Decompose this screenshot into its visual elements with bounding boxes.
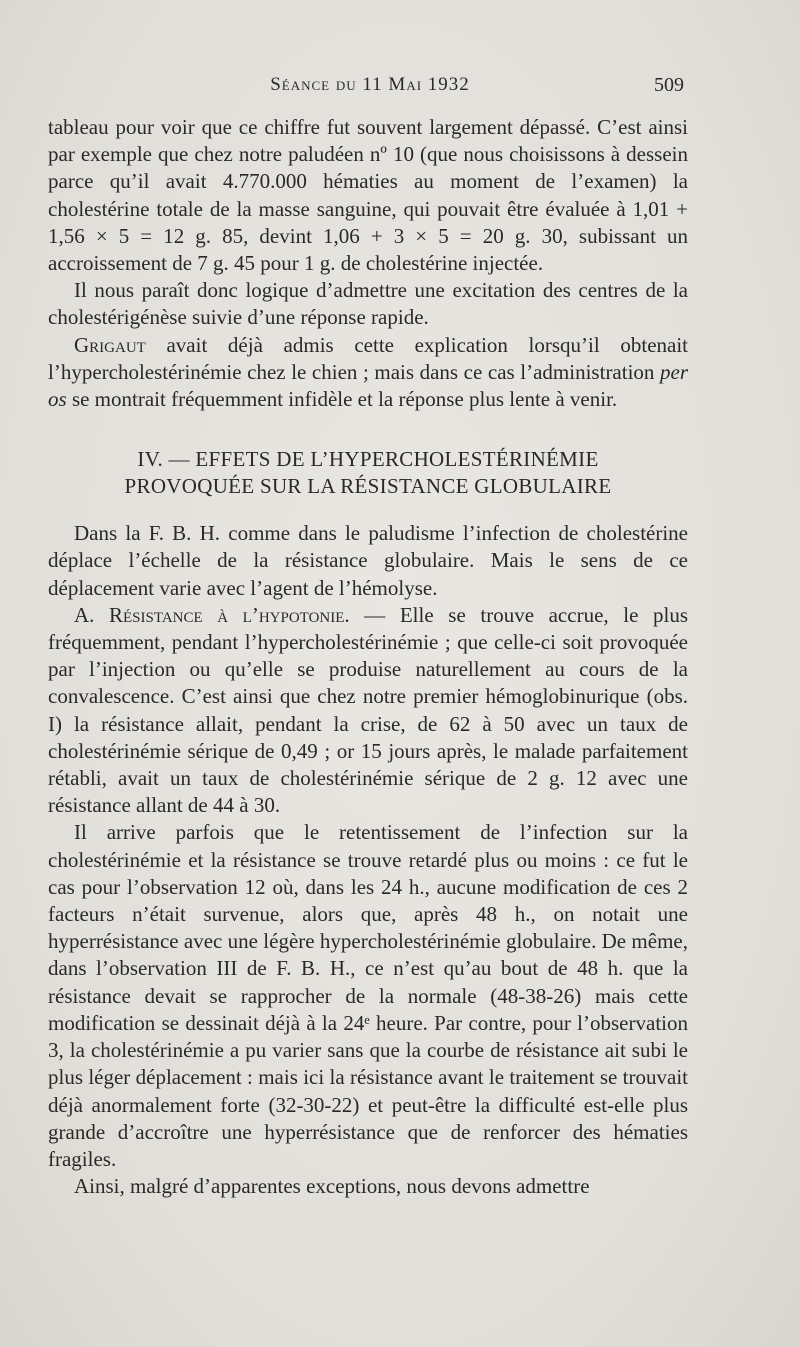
paragraph-3 [48,332,688,414]
latin-phrase: per os [48,359,688,412]
subsection-label: A. Résistance à l’hypotonie. [74,602,350,627]
body-text [48,114,688,1200]
paragraph-3-text-b: se montrait fréquemment infidèle et la réponse plus lente à venir. [66,387,618,412]
section-heading-line-2: PROVOQUÉE SUR LA RÉSISTANCE GLOBULAIRE [124,474,612,499]
paragraph-3-text-a: avait déjà admis cette explication lorsqu’il obtenait l’hypercholestérinémie chez le chien ; mais dans ce cas l’administration [48,332,688,384]
paragraph-5-text: — Elle se trouve accrue, le plus fréquemment, pendant l’hypercholestérinémie ; que celle-ci soit provoquée par l’injection ou qu’elle se produise naturellement au cours de la convalescence. C’est ainsi que chez notre premier hémoglobinurique (obs. I) la résistance allait, pendant la crise, de 62 à 50 avec un taux de cholestérinémie sérique de 0,49 ; or 15 jours après, le malade parfaitement rétabli, avait un taux de cholestérinémie sérique de 2 g. 12 avec une résistance allant de 44 à 30. [48,602,688,818]
section-heading-line-1: IV. — EFFETS DE L’HYPERCHOLESTÉRINÉMIE [137,447,599,472]
paragraph-4: Dans la F. B. H. comme dans le paludisme l’infection de cholestérine déplace l’échelle de la résistance globulaire. Mais le sens de ce déplacement varie avec l’agent de l’hémolyse. [48,521,688,600]
paragraph-7: Ainsi, malgré d’apparentes exceptions, nous devons admettre [74,1174,590,1199]
author-name: Grigaut [74,332,146,357]
paragraph-2: Il nous paraît donc logique d’admettre une excitation des centres de la cholestérigénèse suivie d’une réponse rapide. [48,278,688,330]
running-head [0,74,800,104]
section-heading [48,446,688,500]
paragraph-6: Il arrive parfois que le retentissement de l’infection sur la cholestérinémie et la résistance se trouve retardé plus ou moins : ce fut le cas pour l’observation 12 où, dans les 24 h., aucune modification de ces 2 facteurs n’était survenue, alors que, après 48 h., on notait une hyperrésistance avec une légère hypercholestérinémie globulaire. De même, dans l’observation III de F. B. H., ce n’est qu’au bout de 48 h. que la résistance devait se rapprocher de la normale (48-38-26) mais cette modification se dessinait déjà à la 24ᵉ heure. Par contre, pour l’observation 3, la cholestérinémie a pu varier sans que la courbe de résistance ait subi le plus léger déplacement : mais ici la résistance avant le traitement se trouvait déjà anormalement forte (32-30-22) et peut-être la difficulté est-elle plus grande d’accroître une hyperrésistance que de renforcer des hématies fragiles. [48,820,688,1171]
running-head-title: Séance du 11 Mai 1932 [270,74,470,95]
paragraph-1: tableau pour voir que ce chiffre fut souvent largement dépassé. C’est ainsi par exemple que chez notre paludéen nº 10 (que nous choisissons à dessein parce qu’il avait 4.770.000 hématies au moment de l’examen) la cholestérine totale de la masse sanguine, qui pouvait être évaluée à 1,01 + 1,56 × 5 = 12 g. 85, devint 1,06 + 3 × 5 = 20 g. 30, subissant un accroissement de 7 g. 45 pour 1 g. de cholestérine injectée. [48,115,688,276]
page-number: 509 [654,74,684,96]
paragraph-5 [48,602,688,820]
